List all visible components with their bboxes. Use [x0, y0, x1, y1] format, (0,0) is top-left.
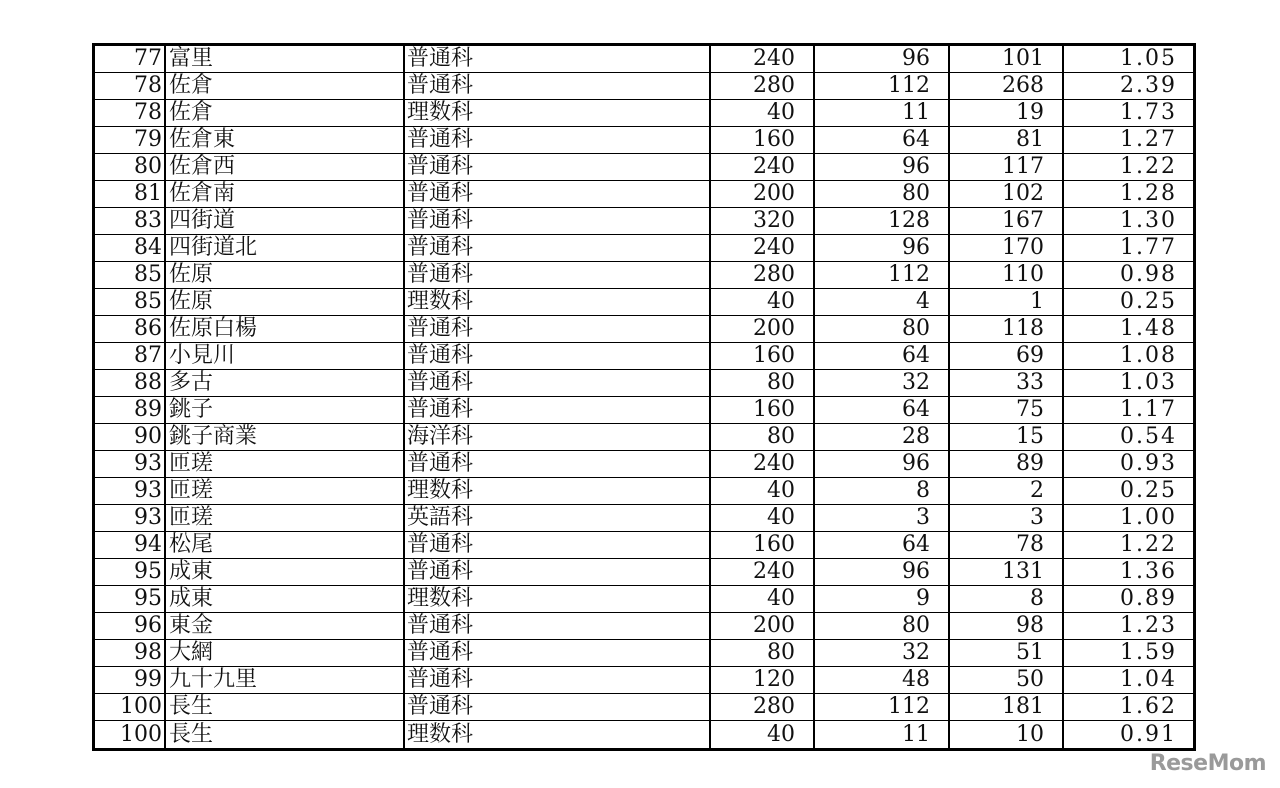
school-number-cell: 90: [95, 424, 165, 451]
ratio-cell: 1.00: [1063, 505, 1193, 532]
course-cell: 普通科: [404, 451, 710, 478]
table-row: [95, 235, 1193, 262]
table-row: [95, 181, 1193, 208]
capacity-cell: 40: [710, 721, 814, 748]
table-row: [95, 424, 1193, 451]
ratio-cell: 1.22: [1063, 532, 1193, 559]
applicants-cell: 8: [949, 586, 1063, 613]
table-row: [95, 208, 1193, 235]
school-name-cell: 佐原: [165, 289, 404, 316]
quota-cell: 96: [814, 235, 949, 262]
school-number-cell: 78: [95, 100, 165, 127]
course-cell: 海洋科: [404, 424, 710, 451]
school-number-cell: 96: [95, 613, 165, 640]
applicants-cell: 268: [949, 73, 1063, 100]
applicants-cell: 3: [949, 505, 1063, 532]
applicants-cell: 15: [949, 424, 1063, 451]
school-name-cell: 多古: [165, 370, 404, 397]
school-name-cell: 佐倉西: [165, 154, 404, 181]
school-number-cell: 95: [95, 586, 165, 613]
course-cell: 普通科: [404, 559, 710, 586]
table-row: [95, 397, 1193, 424]
table-row: [95, 532, 1193, 559]
quota-cell: 112: [814, 73, 949, 100]
table-row: [95, 451, 1193, 478]
applicants-cell: 118: [949, 316, 1063, 343]
quota-cell: 9: [814, 586, 949, 613]
quota-cell: 32: [814, 640, 949, 667]
table-row: [95, 154, 1193, 181]
applicants-cell: 69: [949, 343, 1063, 370]
ratio-cell: 1.48: [1063, 316, 1193, 343]
school-number-cell: 87: [95, 343, 165, 370]
applicants-cell: 131: [949, 559, 1063, 586]
school-number-cell: 93: [95, 505, 165, 532]
admission-table-frame: [92, 43, 1196, 751]
capacity-cell: 240: [710, 46, 814, 73]
school-name-cell: 小見川: [165, 343, 404, 370]
school-number-cell: 79: [95, 127, 165, 154]
ratio-cell: 1.27: [1063, 127, 1193, 154]
school-name-cell: 松尾: [165, 532, 404, 559]
capacity-cell: 160: [710, 532, 814, 559]
applicants-cell: 110: [949, 262, 1063, 289]
capacity-cell: 160: [710, 127, 814, 154]
course-cell: 英語科: [404, 505, 710, 532]
school-name-cell: 銚子: [165, 397, 404, 424]
school-name-cell: 成東: [165, 559, 404, 586]
course-cell: 理数科: [404, 289, 710, 316]
school-name-cell: 四街道: [165, 208, 404, 235]
school-number-cell: 99: [95, 667, 165, 694]
capacity-cell: 160: [710, 397, 814, 424]
table-row: [95, 586, 1193, 613]
table-row: [95, 640, 1193, 667]
course-cell: 理数科: [404, 721, 710, 748]
school-number-cell: 89: [95, 397, 165, 424]
table-row: [95, 100, 1193, 127]
applicants-cell: 51: [949, 640, 1063, 667]
school-name-cell: 大網: [165, 640, 404, 667]
course-cell: 普通科: [404, 262, 710, 289]
course-cell: 普通科: [404, 73, 710, 100]
ratio-cell: 1.73: [1063, 100, 1193, 127]
capacity-cell: 200: [710, 181, 814, 208]
table-row: [95, 721, 1193, 748]
course-cell: 普通科: [404, 640, 710, 667]
school-name-cell: 長生: [165, 721, 404, 748]
course-cell: 普通科: [404, 154, 710, 181]
quota-cell: 96: [814, 154, 949, 181]
school-name-cell: 佐倉東: [165, 127, 404, 154]
table-row: [95, 343, 1193, 370]
school-number-cell: 88: [95, 370, 165, 397]
table-row: [95, 316, 1193, 343]
ratio-cell: 1.77: [1063, 235, 1193, 262]
table-row: [95, 289, 1193, 316]
applicants-cell: 181: [949, 694, 1063, 721]
course-cell: 普通科: [404, 397, 710, 424]
capacity-cell: 40: [710, 478, 814, 505]
quota-cell: 8: [814, 478, 949, 505]
table-row: [95, 559, 1193, 586]
course-cell: 理数科: [404, 586, 710, 613]
ratio-cell: 2.39: [1063, 73, 1193, 100]
school-number-cell: 93: [95, 451, 165, 478]
quota-cell: 28: [814, 424, 949, 451]
school-number-cell: 85: [95, 289, 165, 316]
course-cell: 普通科: [404, 667, 710, 694]
quota-cell: 64: [814, 397, 949, 424]
capacity-cell: 240: [710, 559, 814, 586]
school-number-cell: 100: [95, 721, 165, 748]
course-cell: 普通科: [404, 613, 710, 640]
school-number-cell: 93: [95, 478, 165, 505]
applicants-cell: 75: [949, 397, 1063, 424]
capacity-cell: 240: [710, 451, 814, 478]
ratio-cell: 1.59: [1063, 640, 1193, 667]
quota-cell: 64: [814, 532, 949, 559]
capacity-cell: 80: [710, 640, 814, 667]
applicants-cell: 50: [949, 667, 1063, 694]
school-number-cell: 98: [95, 640, 165, 667]
ratio-cell: 1.17: [1063, 397, 1193, 424]
resemom-logo: ReseMom: [1149, 751, 1266, 776]
table-row: [95, 73, 1193, 100]
capacity-cell: 40: [710, 100, 814, 127]
ratio-cell: 1.30: [1063, 208, 1193, 235]
quota-cell: 3: [814, 505, 949, 532]
ratio-cell: 1.04: [1063, 667, 1193, 694]
school-number-cell: 80: [95, 154, 165, 181]
quota-cell: 112: [814, 694, 949, 721]
ratio-cell: 0.54: [1063, 424, 1193, 451]
quota-cell: 96: [814, 46, 949, 73]
school-name-cell: 匝瑳: [165, 505, 404, 532]
ratio-cell: 1.22: [1063, 154, 1193, 181]
school-number-cell: 85: [95, 262, 165, 289]
school-number-cell: 84: [95, 235, 165, 262]
applicants-cell: 33: [949, 370, 1063, 397]
capacity-cell: 160: [710, 343, 814, 370]
capacity-cell: 280: [710, 694, 814, 721]
table-row: [95, 46, 1193, 73]
quota-cell: 64: [814, 127, 949, 154]
applicants-cell: 98: [949, 613, 1063, 640]
quota-cell: 48: [814, 667, 949, 694]
capacity-cell: 80: [710, 424, 814, 451]
school-name-cell: 佐原: [165, 262, 404, 289]
course-cell: 普通科: [404, 370, 710, 397]
applicants-cell: 170: [949, 235, 1063, 262]
quota-cell: 64: [814, 343, 949, 370]
capacity-cell: 40: [710, 505, 814, 532]
quota-cell: 32: [814, 370, 949, 397]
school-number-cell: 94: [95, 532, 165, 559]
table-body: [95, 46, 1193, 748]
ratio-cell: 1.08: [1063, 343, 1193, 370]
ratio-cell: 1.23: [1063, 613, 1193, 640]
school-name-cell: 東金: [165, 613, 404, 640]
school-number-cell: 81: [95, 181, 165, 208]
school-name-cell: 長生: [165, 694, 404, 721]
school-name-cell: 成東: [165, 586, 404, 613]
capacity-cell: 280: [710, 73, 814, 100]
applicants-cell: 2: [949, 478, 1063, 505]
table-row: [95, 127, 1193, 154]
school-name-cell: 佐倉: [165, 100, 404, 127]
school-name-cell: 四街道北: [165, 235, 404, 262]
school-name-cell: 匝瑳: [165, 478, 404, 505]
course-cell: 普通科: [404, 127, 710, 154]
capacity-cell: 120: [710, 667, 814, 694]
applicants-cell: 117: [949, 154, 1063, 181]
quota-cell: 80: [814, 181, 949, 208]
table-row: [95, 370, 1193, 397]
table-row: [95, 505, 1193, 532]
school-name-cell: 佐原白楊: [165, 316, 404, 343]
ratio-cell: 0.25: [1063, 478, 1193, 505]
admission-ratio-table: [95, 46, 1193, 748]
table-row: [95, 694, 1193, 721]
applicants-cell: 102: [949, 181, 1063, 208]
school-name-cell: 九十九里: [165, 667, 404, 694]
table-row: [95, 613, 1193, 640]
applicants-cell: 167: [949, 208, 1063, 235]
quota-cell: 96: [814, 559, 949, 586]
ratio-cell: 1.28: [1063, 181, 1193, 208]
course-cell: 理数科: [404, 100, 710, 127]
applicants-cell: 101: [949, 46, 1063, 73]
capacity-cell: 80: [710, 370, 814, 397]
capacity-cell: 240: [710, 154, 814, 181]
course-cell: 普通科: [404, 316, 710, 343]
quota-cell: 11: [814, 721, 949, 748]
ratio-cell: 0.93: [1063, 451, 1193, 478]
school-number-cell: 83: [95, 208, 165, 235]
ratio-cell: 0.25: [1063, 289, 1193, 316]
capacity-cell: 40: [710, 289, 814, 316]
quota-cell: 80: [814, 613, 949, 640]
capacity-cell: 40: [710, 586, 814, 613]
school-name-cell: 富里: [165, 46, 404, 73]
capacity-cell: 240: [710, 235, 814, 262]
quota-cell: 112: [814, 262, 949, 289]
school-number-cell: 100: [95, 694, 165, 721]
school-name-cell: 佐倉: [165, 73, 404, 100]
table-row: [95, 262, 1193, 289]
school-name-cell: 佐倉南: [165, 181, 404, 208]
ratio-cell: 1.62: [1063, 694, 1193, 721]
applicants-cell: 89: [949, 451, 1063, 478]
course-cell: 普通科: [404, 181, 710, 208]
capacity-cell: 200: [710, 316, 814, 343]
applicants-cell: 10: [949, 721, 1063, 748]
school-number-cell: 95: [95, 559, 165, 586]
quota-cell: 128: [814, 208, 949, 235]
course-cell: 普通科: [404, 532, 710, 559]
course-cell: 普通科: [404, 343, 710, 370]
quota-cell: 11: [814, 100, 949, 127]
quota-cell: 4: [814, 289, 949, 316]
capacity-cell: 200: [710, 613, 814, 640]
school-number-cell: 78: [95, 73, 165, 100]
school-number-cell: 77: [134, 46, 162, 72]
ratio-cell: 1.05: [1063, 46, 1193, 73]
course-cell: 普通科: [404, 208, 710, 235]
course-cell: 普通科: [404, 694, 710, 721]
applicants-cell: 1: [949, 289, 1063, 316]
ratio-cell: 1.36: [1063, 559, 1193, 586]
applicants-cell: 81: [949, 127, 1063, 154]
ratio-cell: 1.03: [1063, 370, 1193, 397]
ratio-cell: 0.91: [1063, 721, 1193, 748]
applicants-cell: 78: [949, 532, 1063, 559]
table-row: [95, 667, 1193, 694]
school-name-cell: 銚子商業: [165, 424, 404, 451]
table-row: [95, 478, 1193, 505]
ratio-cell: 0.89: [1063, 586, 1193, 613]
capacity-cell: 320: [710, 208, 814, 235]
course-cell: 普通科: [404, 235, 710, 262]
quota-cell: 80: [814, 316, 949, 343]
school-number-cell: 86: [95, 316, 165, 343]
course-cell: 理数科: [404, 478, 710, 505]
applicants-cell: 19: [949, 100, 1063, 127]
school-name-cell: 匝瑳: [165, 451, 404, 478]
course-cell: 普通科: [404, 46, 710, 73]
capacity-cell: 280: [710, 262, 814, 289]
quota-cell: 96: [814, 451, 949, 478]
ratio-cell: 0.98: [1063, 262, 1193, 289]
